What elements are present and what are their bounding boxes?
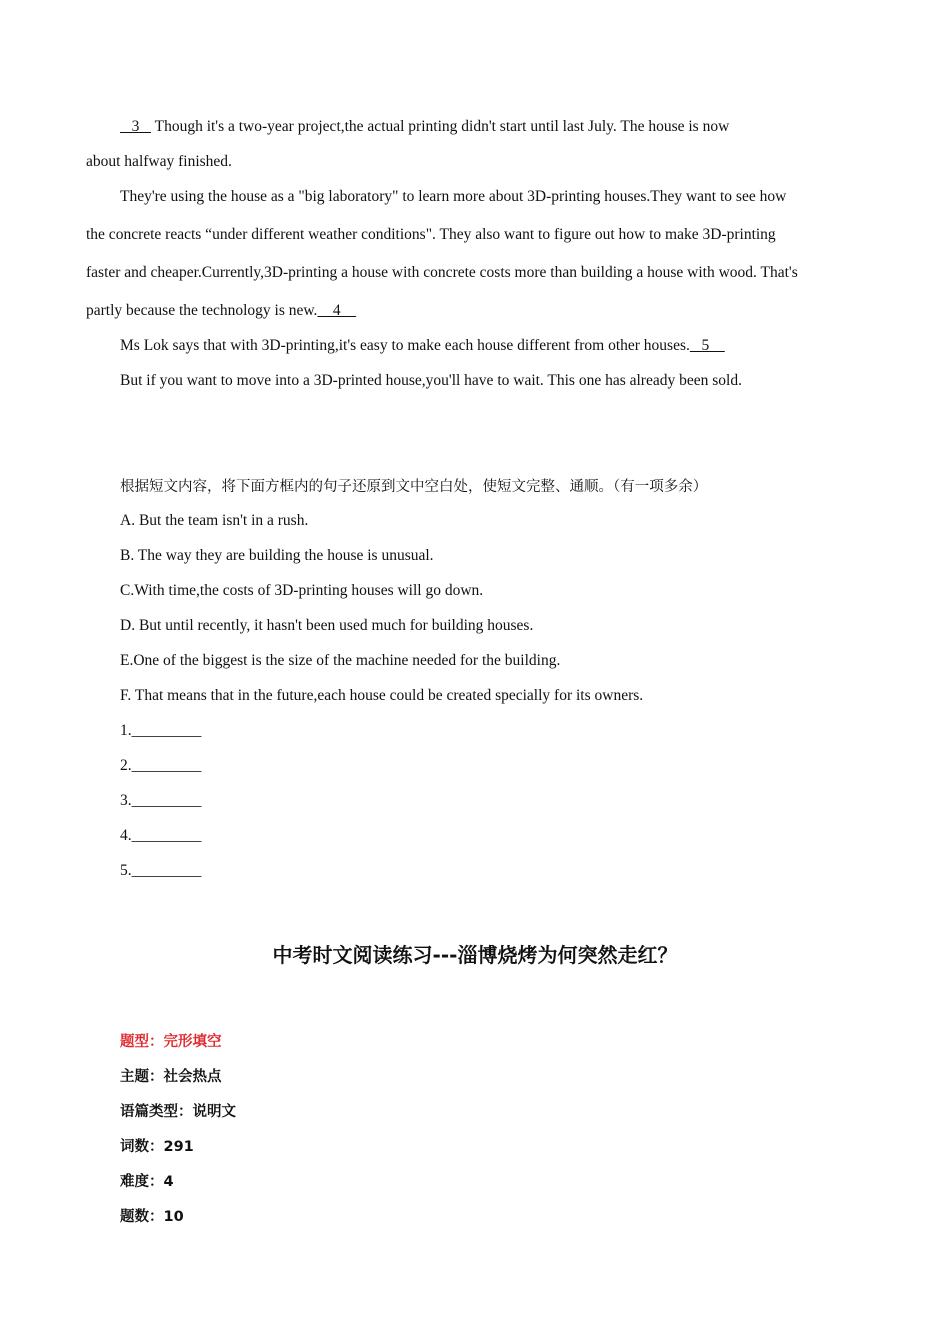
paragraph-1-line-2: about halfway finished. [86, 153, 232, 170]
answer-line-5: 5._________ [120, 862, 202, 879]
section-title: 中考时文阅读练习---淄博烧烤为何突然走红？ [272, 943, 678, 967]
option-a: A. But the team isn't in a rush. [120, 512, 309, 529]
paragraph-4-line: But if you want to move into a 3D-printed house,you'll have to wait. This one has already been sold. [120, 372, 742, 389]
meta-word-count: 词数：291 [120, 1139, 194, 1155]
answer-blank: _________ [131, 827, 202, 844]
option-f: F. That means that in the future,each house could be created specially for its owners. [120, 687, 644, 704]
blank-3: 3 [120, 118, 151, 135]
meta-question-count: 题数：10 [120, 1209, 184, 1225]
blank-4: 4 [317, 302, 357, 319]
option-e: E.One of the biggest is the size of the machine needed for the building. [120, 652, 561, 669]
answer-blank: _________ [131, 862, 202, 879]
answer-blank: _________ [131, 722, 202, 739]
answer-blank: _________ [131, 792, 202, 809]
paragraph-3-line: Ms Lok says that with 3D-printing,it's easy to make each house different from other houses. 5 [120, 337, 725, 354]
paragraph-2-line-4: partly because the technology is new. 4 [86, 302, 357, 319]
paragraph-2-line-2: the concrete reacts “under different weather conditions". They also want to figure out how to make 3D-printing [86, 226, 776, 243]
answer-line-2: 2._________ [120, 757, 202, 774]
meta-topic: 主题：社会热点 [120, 1069, 222, 1085]
answer-blank: _________ [131, 757, 202, 774]
paragraph-1-line-1: 3 Though it's a two-year project,the actual printing didn't start until last July. The house is now [120, 118, 730, 135]
answer-line-3: 3._________ [120, 792, 202, 809]
task-instruction: 根据短文内容，将下面方框内的句子还原到文中空白处，使短文完整、通顺。（有一项多余） [120, 479, 708, 495]
meta-difficulty: 难度：4 [120, 1174, 174, 1190]
option-b: B. The way they are building the house is unusual. [120, 547, 434, 564]
answer-line-4: 4._________ [120, 827, 202, 844]
paragraph-2-line-3: faster and cheaper.Currently,3D-printing a house with concrete costs more than building a house with wood. That's [86, 264, 798, 281]
meta-genre: 语篇类型：说明文 [120, 1104, 236, 1120]
option-c: C.With time,the costs of 3D-printing houses will go down. [120, 582, 484, 599]
blank-5: 5 [689, 337, 725, 354]
option-d: D. But until recently, it hasn't been used much for building houses. [120, 617, 534, 634]
answer-line-1: 1._________ [120, 722, 202, 739]
paragraph-2-line-1: They're using the house as a "big laboratory" to learn more about 3D-printing houses.They want to see how [120, 188, 787, 205]
meta-type: 题型：完形填空 [120, 1034, 222, 1050]
